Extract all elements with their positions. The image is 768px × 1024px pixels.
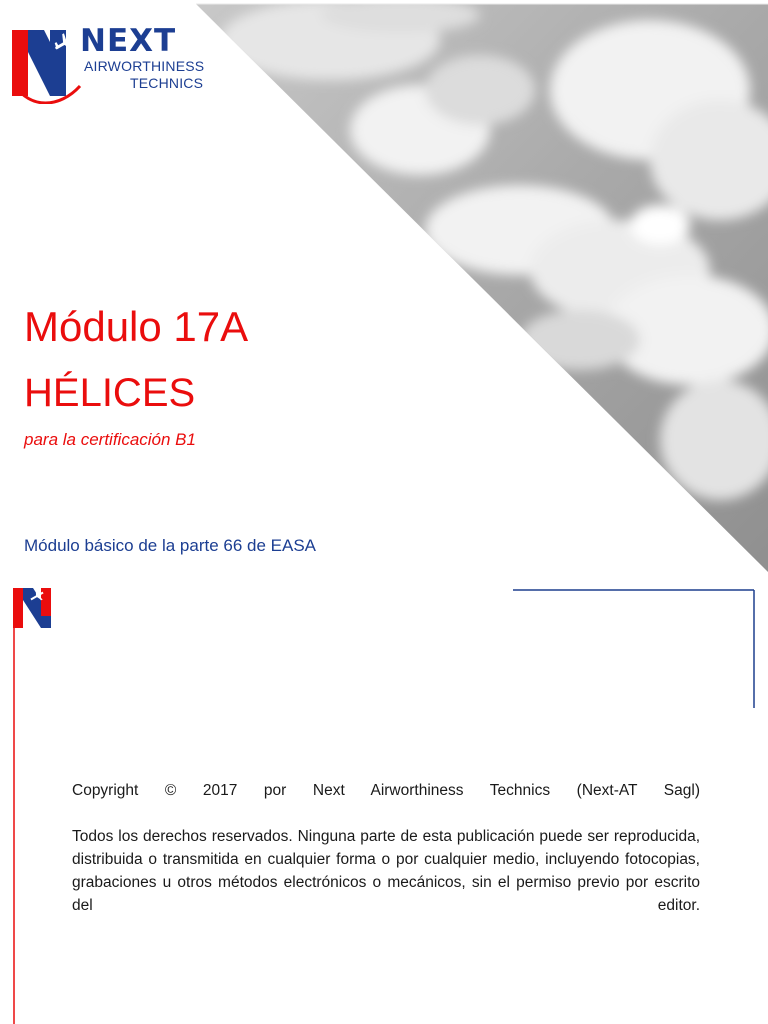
module-name: HÉLICES [24,371,196,415]
brand-name: NEXT [80,23,177,59]
module-title: Módulo 17A [24,303,249,350]
brand-tagline-2: TECHNICS [130,75,204,91]
brand-tagline-1: AIRWORTHINESS [84,58,205,74]
rights-notice: Todos los derechos reservados. Ninguna parte de esta publicación puede ser reproducida, distribuida o transmitida en cualquier forma o por cualquier medio, incluyendo fotocopias, grabaciones u otros métodos electrónicos o mecánicos, sin el permiso previo por escrito del editor. [72,828,700,914]
module-description: Módulo básico de la parte 66 de EASA [24,536,317,555]
copyright-notice: Copyright © 2017 por Next Airworthiness Technics (Next-AT Sagl) [72,782,700,799]
certification-subtitle: para la certificación B1 [24,430,196,449]
